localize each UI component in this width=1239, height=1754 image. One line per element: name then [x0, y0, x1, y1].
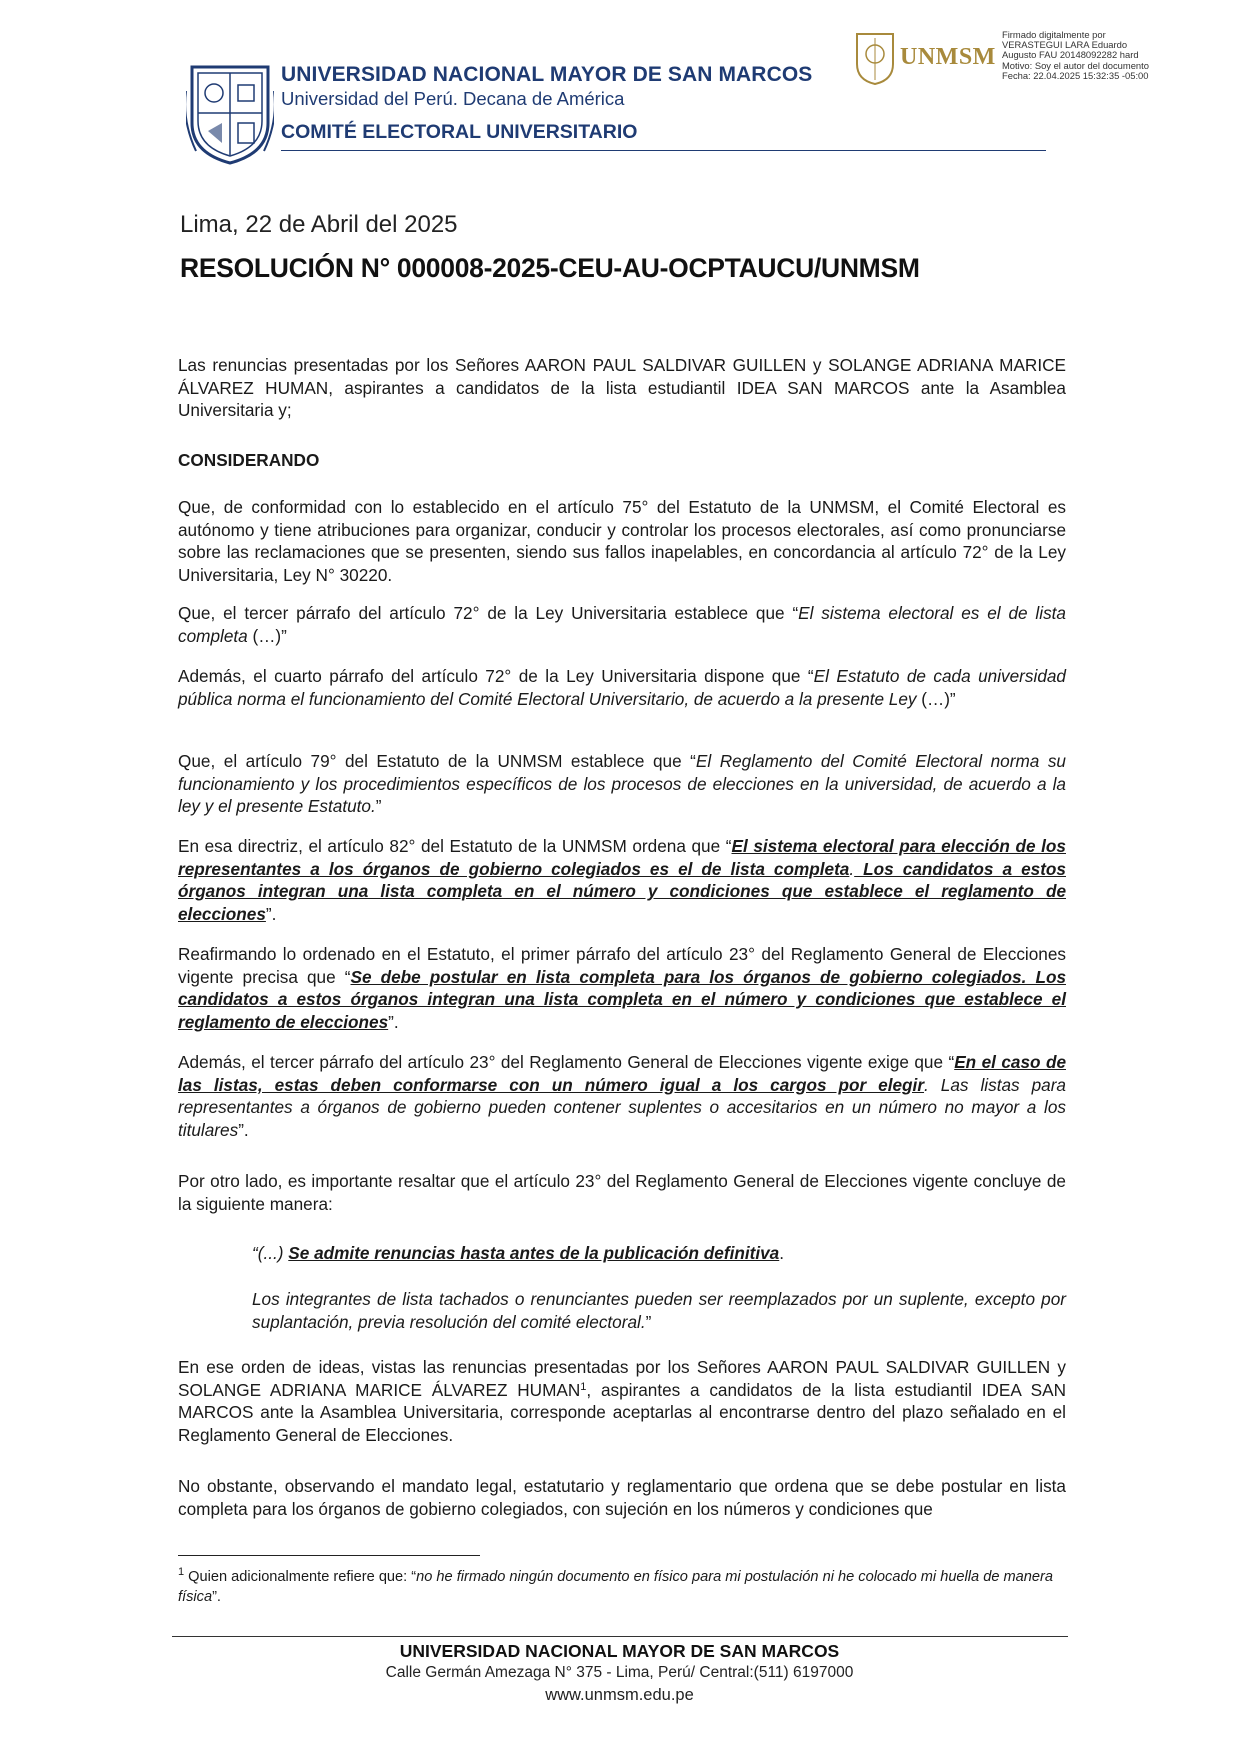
paragraph-no-obstante: No obstante, observando el mandato legal, estatutario y reglamentario que ordena que se debe postular en lista completa para los órganos de gobierno colegiados, con sujeción en los números y condiciones que	[178, 1476, 1066, 1519]
footer-website[interactable]: www.unmsm.edu.pe	[545, 1686, 694, 1704]
signature-line: VERASTEGUI LARA Eduardo	[1002, 39, 1128, 51]
header-subtitle: Universidad del Perú. Decana de América	[281, 88, 625, 109]
header-divider	[281, 150, 1046, 151]
footnote-number: 1	[178, 1566, 185, 1578]
paragraph-reglamento-23-third: Además, el tercer párrafo del artículo 23° del Reglamento General de Elecciones vigente exige que “En el caso de las listas, estas deben conformarse con un número igual a los cargos por elegir. Las listas para representantes a órganos de gobierno pueden contener suplentes o accesitarios en un número no mayor a los titulares”.	[178, 1052, 1066, 1140]
paragraph-reglamento-23-first: Reafirmando lo ordenado en el Estatuto, el primer párrafo del artículo 23° del Reglamento General de Elecciones vigente precisa que “Se debe postular en lista completa para los órganos de gobierno colegiados. Los candidatos a estos órganos integran una lista completa en el número y condiciones que establece el reglamento de elecciones”.	[178, 944, 1066, 1032]
footnote-reference: 1	[580, 1380, 587, 1393]
resolution-title: RESOLUCIÓN N° 000008-2025-CEU-AU-OCPTAUCU/UNMSM	[180, 253, 920, 283]
signature-line: Augusto FAU 20148092282 hard	[1002, 49, 1139, 61]
footnote: $^1$ Quien adicionalmente refiere que: “no he firmado ningún documento en físico para mi postulación ni he colocado mi huella de manera física”.	[178, 1566, 1053, 1605]
intro-paragraph: Las renuncias presentadas por los Señores AARON PAUL SALDIVAR GUILLEN y SOLANGE ADRIANA MARICE ÁLVAREZ HUMAN, aspirantes a candidatos de la lista estudiantil IDEA SAN MARCOS ante la Asamblea Universitaria y;	[178, 355, 1066, 420]
signature-line: Motivo: Soy el autor del documento	[1002, 59, 1149, 71]
paragraph-article-72-fourth: Además, el cuarto párrafo del artículo 72° de la Ley Universitaria dispone que “El Estatuto de cada universidad pública norma el funcionamiento del Comité Electoral Universitario, de acuerdo a la presente Ley (…)”	[178, 666, 1066, 709]
footer-divider	[172, 1636, 1068, 1637]
paragraph-article-72-third: Que, el tercer párrafo del artículo 72° de la Ley Universitaria establece que “El sistema electoral es el de lista completa (…)”	[178, 603, 1066, 646]
document-date: Lima, 22 de Abril del 2025	[180, 211, 458, 238]
university-crest-icon	[186, 61, 274, 165]
considerando-heading: CONSIDERANDO	[178, 450, 320, 470]
paragraph-aceptacion: En ese orden de ideas, vistas las renuncias presentadas por los Señores AARON PAUL SALDIVAR GUILLEN y SOLANGE ADRIANA MARICE ÁLVAREZ HUMAN$^1$, aspirantes a candidatos de la lista estudiantil IDEA SAN MARCOS ante la Asamblea Universitaria, corresponde aceptarlas al encontrarse dentro del plazo señalado en el Reglamento General de Elecciones.	[178, 1357, 1066, 1445]
quote-renuncias: “(...) Se admite renuncias hasta antes de la publicación definitiva.	[252, 1243, 785, 1263]
footer-university: UNIVERSIDAD NACIONAL MAYOR DE SAN MARCOS	[399, 1641, 840, 1661]
paragraph-article-79: Que, el artículo 79° del Estatuto de la UNMSM establece que “El Reglamento del Comité Electoral norma su funcionamiento y los procedimientos específicos de los procesos de elecciones en la universidad, de acuerdo a la ley y el presente Estatuto.”	[178, 751, 1066, 816]
paragraph-article-82: En esa directriz, el artículo 82° del Estatuto de la UNMSM ordena que “El sistema electoral para elección de los representantes a los órganos de gobierno colegiados es el de lista completa. Los candidatos a estos órganos integran una lista completa en el número y condiciones que establece el reglamento de elecciones”.	[178, 836, 1066, 924]
unmsm-seal-icon	[853, 30, 897, 86]
signature-line: Firmado digitalmente por	[1002, 29, 1106, 40]
signature-line: Fecha: 22.04.2025 15:32:35 -05:00	[1002, 69, 1149, 81]
header-university: UNIVERSIDAD NACIONAL MAYOR DE SAN MARCOS	[281, 63, 813, 86]
footnote-divider	[178, 1555, 480, 1556]
quote-reemplazo: Los integrantes de lista tachados o renunciantes pueden ser reemplazados por un suplente, excepto por suplantación, previa resolución del comité electoral.”	[252, 1289, 1066, 1332]
header-committee: COMITÉ ELECTORAL UNIVERSITARIO	[281, 121, 638, 143]
unmsm-logo-text: UNMSM	[900, 44, 996, 70]
footer-address: Calle Germán Amezaga N° 375 - Lima, Perú/ Central:(511) 6197000	[385, 1664, 854, 1681]
digital-signature-info	[1002, 30, 1149, 81]
paragraph-reglamento-23-conclusion: Por otro lado, es importante resaltar que el artículo 23° del Reglamento General de Elecciones vigente concluye de la siguiente manera:	[178, 1171, 1066, 1214]
paragraph-article-75: Que, de conformidad con lo establecido en el artículo 75° del Estatuto de la UNMSM, el Comité Electoral es autónomo y tiene atribuciones para organizar, conducir y controlar los procesos electorales, así como pronunciarse sobre las reclamaciones que se presenten, siendo sus fallos inapelables, en concordancia al artículo 72° de la Ley Universitaria, Ley N° 30220.	[178, 497, 1066, 585]
